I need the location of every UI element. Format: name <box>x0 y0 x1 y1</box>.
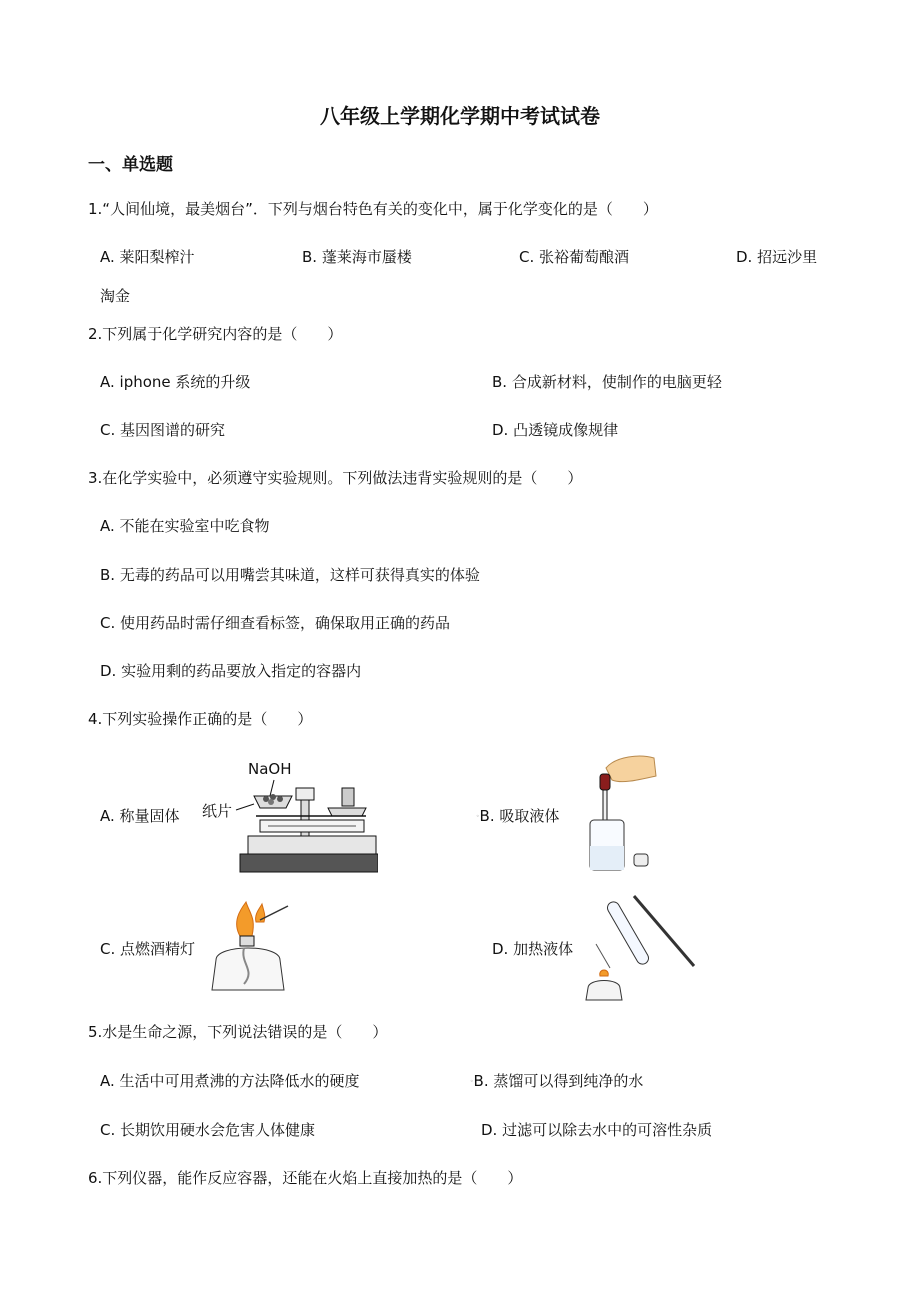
marker-dot: ◦ <box>470 1078 474 1085</box>
q5-option-d[interactable]: D. 过滤可以除去水中的可溶性杂质 <box>481 1121 713 1139</box>
section-heading: 一、单选题 <box>88 155 173 175</box>
heating-figure <box>582 888 700 1002</box>
question-6-stem: 6.下列仪器，能作反应容器，还能在火焰上直接加热的是（ ） <box>88 1169 523 1187</box>
question-2-stem: 2.下列属于化学研究内容的是（ ） <box>88 325 343 343</box>
q3-option-a[interactable]: A. 不能在实验室中吃食物 <box>100 517 270 535</box>
q4-option-b-label: B. 吸取液体 <box>479 807 560 825</box>
q3-option-c[interactable]: C. 使用药品时需仔细查看标签，确保取用正确的药品 <box>100 614 451 632</box>
question-3-stem: 3.在化学实验中，必须遵守实验规则。下列做法违背实验规则的是（ ） <box>88 469 583 487</box>
q1-option-d-wrap: 淘金 <box>100 287 131 305</box>
marker-dot: ◦ <box>476 813 480 820</box>
page-title: 八年级上学期化学期中考试试卷 <box>320 104 600 128</box>
q1-option-b[interactable]: B. 蓬莱海市蜃楼 <box>302 248 412 266</box>
q1-option-c[interactable]: C. 张裕葡萄酿酒 <box>519 248 630 266</box>
dropper-figure <box>578 746 660 876</box>
q5-option-c[interactable]: C. 长期饮用硬水会危害人体健康 <box>100 1121 316 1139</box>
q4-option-b[interactable] <box>476 805 559 826</box>
q3-option-d[interactable]: D. 实验用剩的药品要放入指定的容器内 <box>100 662 362 680</box>
paper-label: 纸片 <box>202 802 233 820</box>
q5-option-b[interactable] <box>470 1070 643 1091</box>
q4-option-a[interactable]: A. 称量固体 <box>100 807 180 825</box>
q5-option-a[interactable]: A. 生活中可用煮沸的方法降低水的硬度 <box>100 1072 360 1090</box>
alcohol-lamp-figure <box>206 896 292 998</box>
question-5-stem: 5.水是生命之源，下列说法错误的是（ ） <box>88 1023 388 1041</box>
q5-option-b-label: B. 蒸馏可以得到纯净的水 <box>473 1072 644 1090</box>
q1-option-d[interactable]: D. 招远沙里 <box>736 248 818 266</box>
q2-option-a[interactable]: A. iphone 系统的升级 <box>100 373 251 391</box>
q2-option-c[interactable]: C. 基因图谱的研究 <box>100 421 226 439</box>
q2-option-d[interactable]: D. 凸透镜成像规律 <box>492 421 619 439</box>
q2-option-b[interactable]: B. 合成新材料，使制作的电脑更轻 <box>492 373 722 391</box>
naoh-label: NaOH <box>248 760 292 778</box>
balance-figure <box>196 752 378 876</box>
q3-option-b[interactable]: B. 无毒的药品可以用嘴尝其味道，这样可获得真实的体验 <box>100 566 480 584</box>
q1-option-a[interactable]: A. 莱阳梨榨汁 <box>100 248 195 266</box>
q4-option-d[interactable]: D. 加热液体 <box>492 940 574 958</box>
question-4-stem: 4.下列实验操作正确的是（ ） <box>88 710 313 728</box>
question-1-stem: 1.“人间仙境，最美烟台”．下列与烟台特色有关的变化中，属于化学变化的是（ ） <box>88 200 658 218</box>
q4-option-c[interactable]: C. 点燃酒精灯 <box>100 940 196 958</box>
